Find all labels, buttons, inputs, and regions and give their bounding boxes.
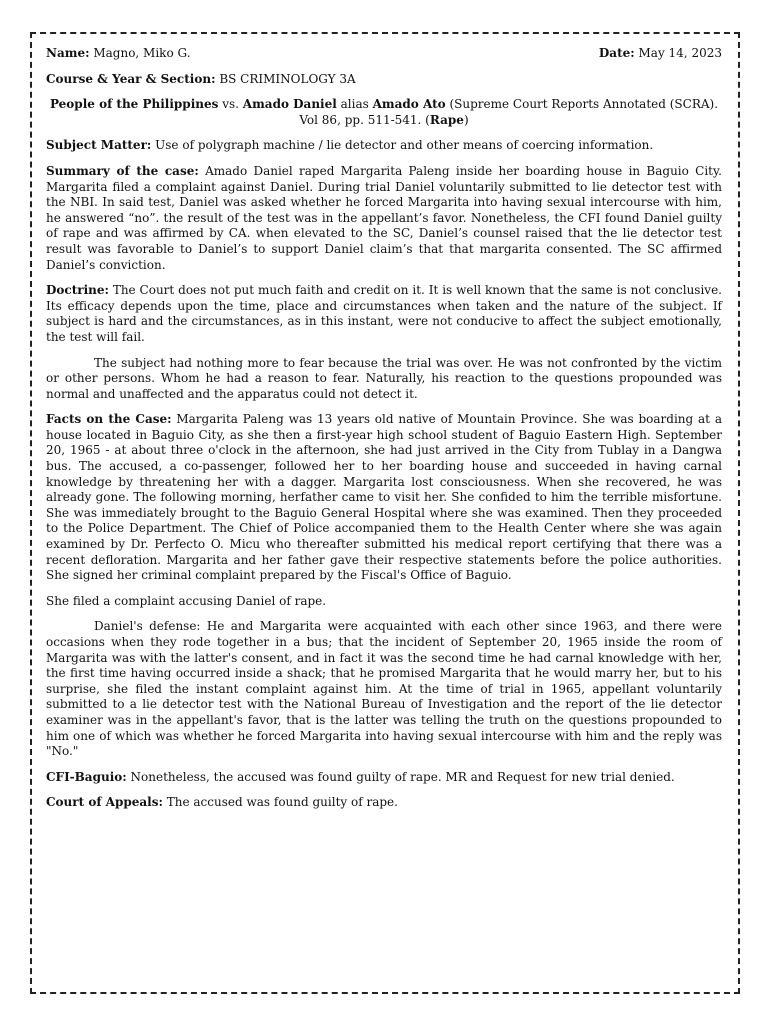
course-value: BS CRIMINOLOGY 3A [219, 71, 356, 86]
doctrine-paragraph-2: The subject had nothing more to fear because the trial was over. He was not confronted by the victim or other persons. Whom he had a reason to fear. Naturally, his reaction to the questions propounded was normal and unaffected and the apparatus could not detect it. [46, 355, 722, 401]
name-value: Magno, Miko G. [93, 46, 191, 60]
cfi-baguio: CFI-Baguio: Nonetheless, the accused was found guilty of rape. MR and Request for new trial denied. [46, 769, 675, 784]
defense-paragraph: Daniel's defense: He and Margarita were acquainted with each other since 1963, and there were occasions when they rode together in a bus; that the incident of September 20, 1965 inside the room of Margarita was with the latter's consent, and in fact it was the second time he had carnal knowledge with her, the first time having occurred inside a shack; that he promised Margarita that he would marry her, but to his surprise, she filed the instant complaint against him. At the time of trial in 1965, appellant voluntarily submitted to a lie detector test with the National Bureau of Investigation and the report of the lie detector examiner was in the appellant's favor, that is the latter was telling the truth on the questions propounded to him one of which was whether he forced Margarita into having sexual intercourse with him and the reply was "No." [46, 619, 722, 759]
complaint-line: She filed a complaint accusing Daniel of rape. [46, 593, 327, 608]
name-field: Name: Magno, Miko G. [46, 46, 191, 60]
summary-of-case: Summary of the case: Amado Daniel raped Margarita Paleng inside her boarding house in Baguio City. Margarita filed a complaint against Daniel. During trial Daniel voluntarily submitted to lie detector test with the NBI. In said test, Daniel was asked whether he forced Margarita into having sexual intercourse with him, he answered “no”. the result of the test was in the appellant’s favor. Nonetheless, the CFI found Daniel guilty of rape and was affirmed by CA. when elevated to the SC, Daniel’s counsel raised that the lie detector test result was favorable to Daniel’s to support Daniel claim’s that that margarita consented. The SC affirmed Daniel’s conviction. [46, 163, 722, 272]
case-title: People of the Philippines vs. Amado Daniel alias Amado Ato (Supreme Court Reports Annotated (SCRA). Vol 86, pp. 511-541. (Rape) [49, 97, 719, 127]
subject-matter: Subject Matter: Use of polygraph machine / lie detector and other means of coercing information. [46, 138, 654, 153]
date-field: Date: May 14, 2023 [598, 46, 722, 60]
court-of-appeals: Court of Appeals: The accused was found guilty of rape. [46, 795, 398, 810]
facts-of-case: Facts on the Case: Margarita Paleng was 13 years old native of Mountain Province. She was boarding at a house located in Baguio City, as she then a first-year high school student of Baguio Eastern High. September 20, 1965 - at about three o'clock in the afternoon, she had just arrived in the City from Tublay in a Dangwa bus. The accused, a co-passenger, followed her to her boarding house and succeeded in having carnal knowledge by threatening her with a dagger. Margarita lost consciousness. When she recovered, he was already gone. The following morning, herfather came to visit her. She confided to him the terrible misfortune. She was immediately brought to the Baguio General Hospital where she was examined. Then they proceeded to the Police Department. The Chief of Police accompanied them to the Health Center where she was again examined by Dr. Perfecto O. Micu who thereafter submitted his medical report certifying that there was a recent defloration. Margarita and her father gave their respective statements before the police authorities. She signed her criminal complaint prepared by the Fiscal's Office of Baguio. [46, 412, 722, 583]
header-row [46, 46, 722, 62]
course-line: Course & Year & Section: BS CRIMINOLOGY 3A [46, 71, 356, 86]
document-page [46, 46, 722, 821]
date-value: May 14, 2023 [638, 46, 722, 60]
doctrine: Doctrine: The Court does not put much faith and credit on it. It is well known that the same is not conclusive. Its efficacy depends upon the time, place and circumstances when taken and the nature of the subject. If subject is hard and the circumstances, as in this instant, were not conducive to affect the subject emotionally, the test will fail. [46, 283, 722, 344]
